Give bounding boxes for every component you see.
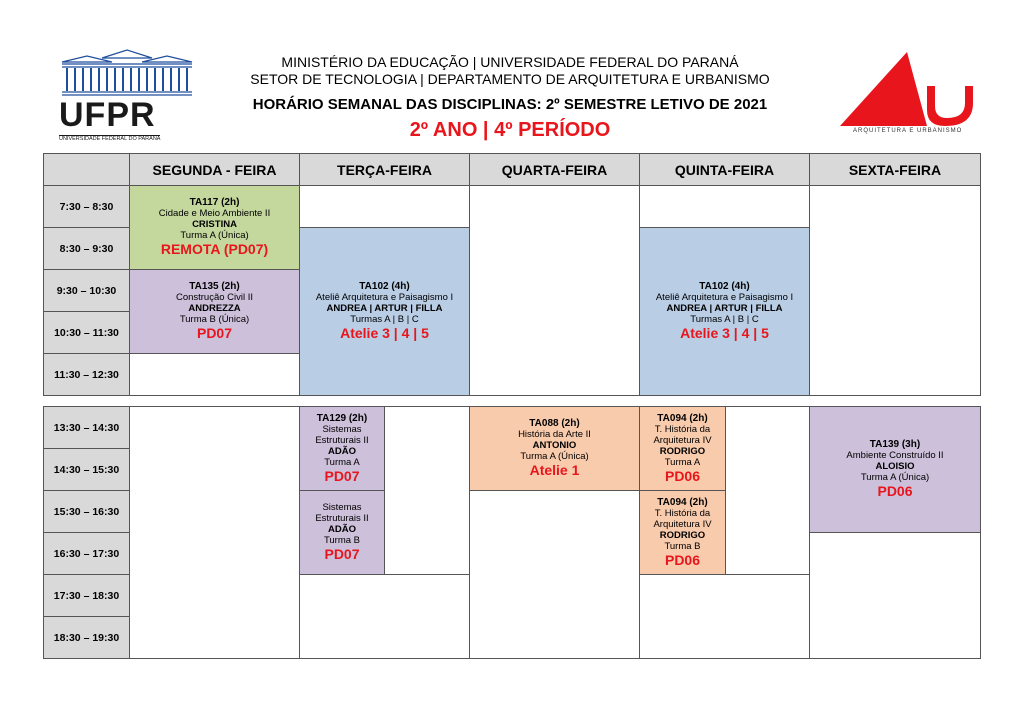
- empty-cell: [809, 185, 981, 396]
- course-room: PD07: [324, 467, 360, 484]
- course-room: PD06: [877, 483, 913, 499]
- ufpr-logo-subtitle: UNIVERSIDADE FEDERAL DO PARANÁ: [59, 136, 161, 142]
- empty-cell: [469, 185, 640, 396]
- day-header-thursday: QUINTA-FEIRA: [639, 153, 810, 186]
- ufpr-logo-text: UFPR: [59, 96, 156, 134]
- course-turma: Turma B: [664, 540, 701, 552]
- time-slot: 14:30 – 15:30: [43, 448, 130, 491]
- course-professor: RODRIGO: [659, 529, 706, 541]
- au-logo: [835, 48, 980, 140]
- course-room: PD06: [664, 467, 701, 484]
- empty-cell: [299, 185, 470, 228]
- header-department: SETOR DE TECNOLOGIA | DEPARTAMENTO DE ARQUITETURA E URBANISMO: [250, 71, 770, 87]
- time-slot: 8:30 – 9:30: [43, 227, 130, 270]
- time-slot: 13:30 – 14:30: [43, 406, 130, 449]
- course-block-ta129-b: [299, 490, 385, 575]
- empty-cell: [299, 574, 470, 659]
- course-turma: Turmas A | B | C: [690, 314, 759, 325]
- course-name: Ateliê Arquitetura e Paisagismo I: [655, 292, 794, 303]
- time-slot: 9:30 – 10:30: [43, 269, 130, 312]
- time-slot: 17:30 – 18:30: [43, 574, 130, 617]
- empty-cell: [129, 353, 300, 396]
- day-header-tuesday: TERÇA-FEIRA: [299, 153, 470, 186]
- course-name: Sistemas Estruturais II: [315, 423, 369, 446]
- course-name: T. História da Arquitetura IV: [653, 507, 712, 530]
- course-name: Ateliê Arquitetura e Paisagismo I: [315, 292, 454, 303]
- course-room: PD07: [324, 546, 360, 562]
- course-professor: ANDREA | ARTUR | FILLA: [666, 303, 783, 314]
- course-turma: Turma A (Única): [860, 472, 930, 483]
- time-slot: 16:30 – 17:30: [43, 532, 130, 575]
- empty-cell: [384, 406, 470, 575]
- day-header-wednesday: QUARTA-FEIRA: [469, 153, 640, 186]
- course-room: REMOTA (PD07): [160, 241, 269, 257]
- empty-cell: [469, 490, 640, 659]
- course-name: Sistemas Estruturais II: [315, 502, 369, 524]
- course-professor: ADÃO: [328, 524, 356, 535]
- course-name: Ambiente Construído II: [846, 450, 944, 461]
- time-slot: 10:30 – 11:30: [43, 311, 130, 354]
- course-code: TA129 (2h): [316, 412, 368, 424]
- header-ministry: MINISTÉRIO DA EDUCAÇÃO | UNIVERSIDADE FEDERAL DO PARANÁ: [281, 54, 739, 70]
- course-block-ta135: [129, 269, 300, 354]
- course-turma: Turma A (Única): [520, 451, 589, 462]
- course-code: TA094 (2h): [657, 412, 708, 424]
- empty-cell: [129, 406, 300, 659]
- course-room: PD07: [196, 325, 233, 341]
- course-code: TA088 (2h): [529, 418, 580, 429]
- course-turma: Turma A (Única): [180, 230, 249, 241]
- course-professor: ANDREA | ARTUR | FILLA: [326, 303, 443, 314]
- course-block-ta139: [809, 406, 981, 533]
- schedule-title: HORÁRIO SEMANAL DAS DISCIPLINAS: 2º SEMESTRE LETIVO DE 2021: [252, 96, 768, 113]
- course-room: Atelie 1: [529, 462, 580, 478]
- course-turma: Turma A: [324, 456, 360, 468]
- course-name: Cidade e Meio Ambiente II: [158, 208, 271, 219]
- empty-cell: [639, 574, 810, 659]
- course-room: Atelie 3 | 4 | 5: [680, 325, 769, 341]
- time-slot: 18:30 – 19:30: [43, 616, 130, 659]
- course-room: PD06: [664, 551, 701, 568]
- course-block-ta102-thursday: [639, 227, 810, 396]
- course-block-ta094-b: [639, 490, 726, 575]
- course-block-ta094-a: [639, 406, 726, 491]
- course-turma: Turma B (Única): [179, 314, 250, 325]
- course-code: TA135 (2h): [189, 281, 240, 292]
- day-header-monday: SEGUNDA - FEIRA: [129, 153, 300, 186]
- course-block-ta102-tuesday: [299, 227, 470, 396]
- course-professor: ANDREZZA: [188, 303, 241, 314]
- course-professor: RODRIGO: [659, 445, 706, 457]
- course-turma: Turma A: [664, 456, 701, 468]
- empty-cell: [639, 185, 810, 228]
- course-block-ta117: [129, 185, 300, 270]
- course-code: TA102 (4h): [699, 281, 750, 292]
- day-header-friday: SEXTA-FEIRA: [809, 153, 981, 186]
- course-professor: ANTONIO: [532, 440, 577, 451]
- course-professor: CRISTINA: [192, 219, 237, 230]
- au-logo-text: ARQUITETURA E URBANISMO: [853, 128, 963, 134]
- course-turma: Turma B: [323, 535, 361, 546]
- ufpr-logo: [57, 48, 197, 143]
- au-triangle-icon: [835, 48, 980, 128]
- time-slot: 11:30 – 12:30: [43, 353, 130, 396]
- course-name: Construção Civil II: [175, 292, 254, 303]
- time-slot: 15:30 – 16:30: [43, 490, 130, 533]
- empty-cell: [809, 532, 981, 659]
- schedule-period: 2º ANO | 4º PERÍODO: [409, 119, 611, 141]
- course-professor: ALOISIO: [875, 461, 915, 472]
- course-code: TA094 (2h): [657, 496, 708, 508]
- corner-header: [43, 153, 130, 186]
- course-name: História da Arte II: [518, 429, 591, 440]
- time-slot: 7:30 – 8:30: [43, 185, 130, 228]
- course-code: TA139 (3h): [869, 439, 921, 450]
- course-turma: Turmas A | B | C: [350, 314, 419, 325]
- course-code: TA102 (4h): [359, 281, 410, 292]
- course-room: Atelie 3 | 4 | 5: [340, 325, 429, 341]
- course-name: T. História da Arquitetura IV: [653, 423, 712, 446]
- course-code: TA117 (2h): [189, 197, 240, 208]
- course-block-ta088: [469, 406, 640, 491]
- course-block-ta129-a: [299, 406, 385, 491]
- empty-cell: [725, 406, 810, 575]
- course-professor: ADÃO: [328, 445, 356, 457]
